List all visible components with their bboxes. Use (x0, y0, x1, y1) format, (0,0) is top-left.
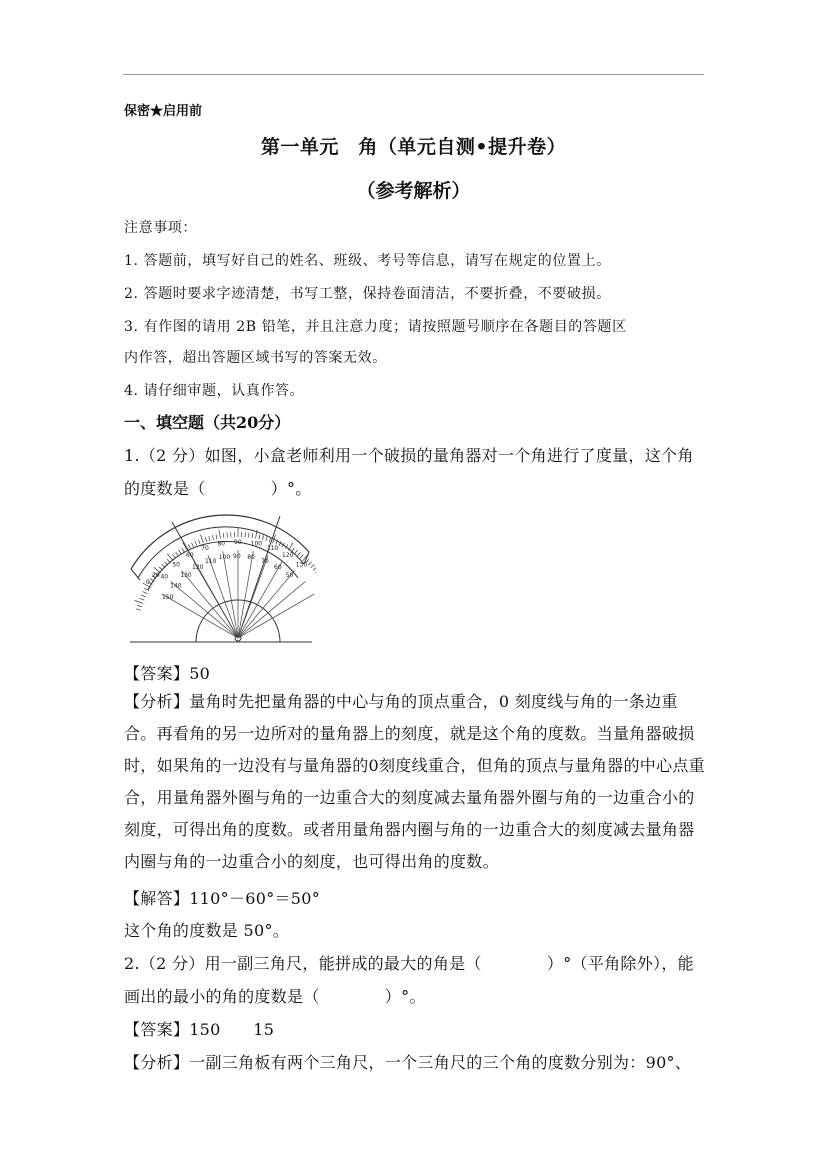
protractor-inner-label: 130 (180, 572, 192, 580)
protractor-inner-label: 60 (274, 563, 282, 571)
protractor-tick (219, 530, 221, 539)
protractor-tick (188, 544, 190, 548)
protractor-tick (137, 605, 142, 607)
protractor-tick (162, 564, 166, 567)
protractor-tick (269, 537, 271, 542)
protractor-outer-label: 90 (234, 539, 242, 546)
protractor-edge-label: 0 (146, 579, 150, 586)
protractor-inner-label: 90 (233, 553, 241, 560)
protractor-tick (195, 541, 197, 546)
protractor-tick (227, 533, 228, 538)
protractor-tick (167, 554, 173, 561)
protractor-tick (141, 595, 146, 597)
protractor-tick (135, 600, 143, 603)
protractor-tick (252, 533, 253, 538)
protractor-tick (167, 559, 170, 563)
protractor-tick (259, 534, 260, 539)
q1-answer: 【答案】50 (124, 664, 211, 683)
protractor-ray (181, 571, 238, 638)
protractor-inner-label: 140 (170, 582, 182, 590)
protractor-outer-label: 100 (250, 540, 263, 548)
protractor-tick (182, 548, 185, 552)
protractor-tick (223, 533, 224, 538)
q1-analysis: 【分析】量角时先把量角器的中心与角的顶点重合，0 刻度线与角的一条边重合。再看角的另一边所对的量角器上的刻度，就是这个角的度数。当量角器破损时，如果角的一边没有与量角器的0刻度线重合，但角的顶点与量角器的中心点重合，用量角器外圈与角的一边重合大的刻度减去量角器外圈与角的一边重合小的刻度，可得出角的度数。或者用量角器内圈与角的一边重合大的刻度减去量角器内圈与角的一边重合小的刻度，也可得出角的度数。 (124, 692, 705, 871)
protractor-tick (179, 550, 182, 554)
q1-conclusion: 这个角的度数是 50°。 (124, 921, 290, 940)
protractor-tick (311, 564, 315, 567)
note-item: 1. 答题前，填写好自己的姓名、班级、考号等信息，请写在规定的位置上。 (124, 253, 611, 269)
protractor-tick (313, 567, 316, 570)
protractor-edge-label: 20 (152, 572, 160, 579)
protractor-inner-label: 120 (192, 563, 204, 571)
protractor-outer-label: 80 (217, 540, 225, 548)
protractor-outer-label: 120 (282, 551, 294, 559)
protractor-tick (266, 536, 267, 541)
protractor-tick (198, 540, 200, 545)
note-item: 2. 答题时要求字迹清楚，书写工整，保持卷面清洁，不要折叠，不要破损。 (124, 286, 611, 302)
note-item: 3. 有作图的请用 2B 铅笔，并且注意力度；请按照题号顺序在各题目的答题区 (124, 319, 627, 335)
protractor-inner-label: 110 (204, 557, 217, 565)
section-heading: 一、填空题（共20分） (124, 413, 291, 432)
protractor-tick (176, 552, 179, 556)
q2-analysis-start: 【分析】一副三角板有两个三角尺，一个三角尺的三个角的度数分别为：90°、 (124, 1053, 692, 1072)
protractor-outer-label: 110 (266, 544, 279, 552)
protractor-tick (300, 554, 303, 558)
header-rule (123, 74, 704, 75)
protractor-tick (173, 554, 176, 558)
protractor-tick (249, 533, 250, 538)
protractor-tick (262, 535, 263, 540)
protractor-outer-label: 130 (295, 561, 308, 569)
protractor-tick (212, 535, 213, 540)
protractor-outer-label: 70 (201, 544, 209, 552)
protractor-inner-label: 80 (247, 554, 255, 562)
note-item: 内作答，超出答题区域书写的答案无效。 (124, 350, 387, 366)
protractor-tick (164, 562, 167, 566)
confidential-label: 保密★启用前 (124, 104, 203, 119)
page-subtitle: （参考解析） (356, 180, 471, 202)
protractor-tick (289, 543, 294, 551)
protractor-tick (183, 543, 188, 551)
protractor-outer-label: 60 (186, 551, 194, 559)
q2-text-line2: 画出的最小的角的度数是（ ）°。 (124, 987, 426, 1006)
q2-answer: 【答案】150 15 (124, 1020, 275, 1039)
protractor-tick (297, 552, 300, 556)
protractor-tick (140, 598, 145, 600)
protractor-tick (200, 535, 203, 543)
protractor-tick (216, 534, 217, 539)
q2-text-line1: 2.（2 分）用一副三角尺，能拼成的最大的角是（ ）°（平角除外），能 (124, 954, 694, 973)
q1-text-line1: 1.（2 分）如图，小盒老师利用一个破损的量角器对一个角进行了度量，这个角 (124, 446, 694, 465)
protractor-ray (238, 571, 295, 638)
protractor-tick (136, 609, 141, 610)
protractor-tick (192, 543, 194, 547)
protractor-figure (126, 512, 316, 644)
q1-solution: 【解答】110°－60°＝50° (124, 889, 321, 908)
protractor-inner-label: 100 (218, 554, 231, 562)
note-item: 4. 请仔细审题，认真作答。 (124, 383, 305, 399)
protractor-tick (209, 536, 210, 541)
protractor-outer-label: 40 (160, 573, 169, 581)
protractor-tick (205, 537, 207, 542)
protractor-ray (238, 594, 314, 638)
protractor-tick (143, 592, 147, 594)
page-title: 第一单元 角（单元自测•提升卷） (260, 136, 567, 158)
protractor-inner-label: 50 (285, 572, 294, 580)
protractor-outer-label: 50 (172, 561, 180, 569)
protractor-inner-label: 150 (161, 594, 174, 601)
protractor-inner-label: 70 (261, 557, 269, 565)
q1-text-line2: 的度数是（ ）°。 (124, 479, 312, 498)
protractor-tick (294, 550, 297, 554)
protractor-tick (308, 562, 311, 566)
notes-heading: 注意事项： (124, 220, 197, 236)
